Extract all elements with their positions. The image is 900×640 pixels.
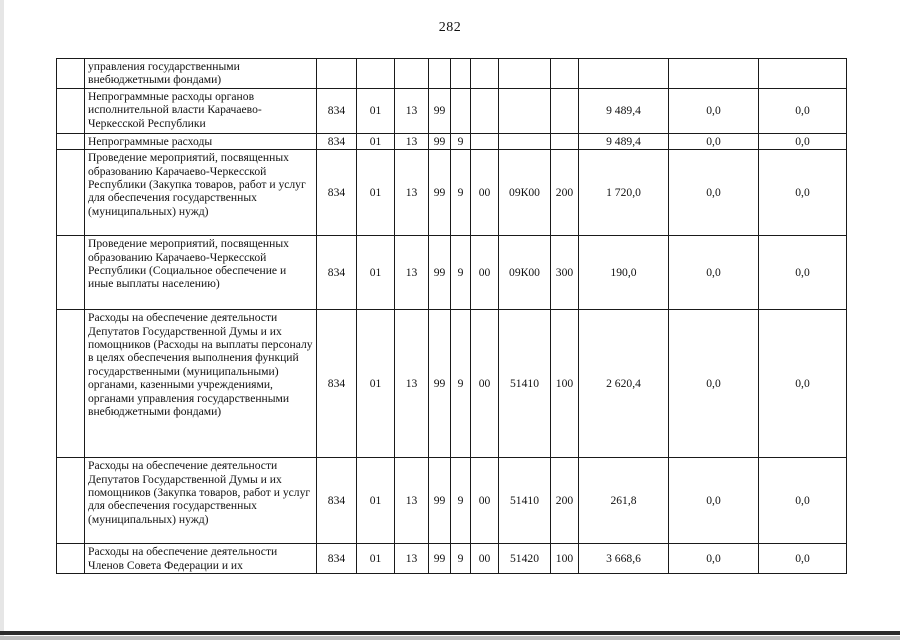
cell-pr: 13 xyxy=(395,236,429,310)
cell-pr: 13 xyxy=(395,458,429,544)
cell-sum2 xyxy=(669,59,759,89)
cell-sum2: 0,0 xyxy=(669,458,759,544)
row-number-cell xyxy=(57,150,85,236)
cell-cs4 xyxy=(499,88,551,133)
table-row xyxy=(57,59,847,89)
cell-vr: 200 xyxy=(551,458,579,544)
cell-cs2: 9 xyxy=(451,150,471,236)
cell-cs2: 9 xyxy=(451,133,471,149)
cell-cs4: 09К00 xyxy=(499,236,551,310)
cell-sum3: 0,0 xyxy=(759,88,847,133)
table-row xyxy=(57,544,847,574)
cell-code: 834 xyxy=(317,544,357,574)
row-number-cell xyxy=(57,236,85,310)
cell-pr: 13 xyxy=(395,133,429,149)
cell-pr: 13 xyxy=(395,150,429,236)
cell-cs3: 00 xyxy=(471,458,499,544)
cell-sum3: 0,0 xyxy=(759,150,847,236)
expense-name-cell: Проведение мероприятий, посвященных образованию Карачаево-Черкесской Республики (Закупка товаров, работ и услуг для обеспечения государственных (муниципальных) нужд) xyxy=(85,150,317,236)
expense-name-cell: управления государственными внебюджетными фондами) xyxy=(85,59,317,89)
cell-code: 834 xyxy=(317,133,357,149)
cell-cs1: 99 xyxy=(429,133,451,149)
table-row xyxy=(57,236,847,310)
cell-cs4: 51420 xyxy=(499,544,551,574)
cell-sum3 xyxy=(759,59,847,89)
expense-name-cell: Расходы на обеспечение деятельности Депутатов Государственной Думы и их помощников (Расходы на выплаты персоналу в целях обеспечения выполнения функций государственными (муниципальными) органами, казенными учреждениями, органами управления государственными внебюджетными фондами) xyxy=(85,310,317,458)
cell-sum3: 0,0 xyxy=(759,236,847,310)
budget-table xyxy=(56,58,847,574)
cell-cs2: 9 xyxy=(451,236,471,310)
cell-cs1: 99 xyxy=(429,236,451,310)
cell-vr: 200 xyxy=(551,150,579,236)
expense-name-cell: Непрограммные расходы органов исполнительной власти Карачаево-Черкесской Республики xyxy=(85,88,317,133)
cell-code: 834 xyxy=(317,310,357,458)
row-number-cell xyxy=(57,310,85,458)
row-number-cell xyxy=(57,458,85,544)
cell-vr xyxy=(551,59,579,89)
cell-cs4: 51410 xyxy=(499,458,551,544)
row-number-cell xyxy=(57,59,85,89)
cell-sum2: 0,0 xyxy=(669,544,759,574)
cell-cs1: 99 xyxy=(429,544,451,574)
cell-rz: 01 xyxy=(357,544,395,574)
cell-cs2: 9 xyxy=(451,310,471,458)
cell-sum1 xyxy=(579,59,669,89)
cell-cs3: 00 xyxy=(471,150,499,236)
cell-cs1: 99 xyxy=(429,310,451,458)
table-row xyxy=(57,150,847,236)
cell-pr: 13 xyxy=(395,88,429,133)
cell-rz: 01 xyxy=(357,133,395,149)
cell-cs2 xyxy=(451,88,471,133)
row-number-cell xyxy=(57,133,85,149)
cell-code xyxy=(317,59,357,89)
cell-vr xyxy=(551,88,579,133)
cell-vr: 300 xyxy=(551,236,579,310)
cell-rz: 01 xyxy=(357,88,395,133)
cell-pr: 13 xyxy=(395,310,429,458)
cell-cs3 xyxy=(471,88,499,133)
cell-sum2: 0,0 xyxy=(669,88,759,133)
table-row xyxy=(57,310,847,458)
cell-code: 834 xyxy=(317,458,357,544)
cell-sum3: 0,0 xyxy=(759,310,847,458)
cell-rz: 01 xyxy=(357,310,395,458)
cell-rz xyxy=(357,59,395,89)
cell-cs4 xyxy=(499,133,551,149)
cell-sum1: 1 720,0 xyxy=(579,150,669,236)
row-number-cell xyxy=(57,544,85,574)
cell-code: 834 xyxy=(317,150,357,236)
cell-vr: 100 xyxy=(551,544,579,574)
cell-vr: 100 xyxy=(551,310,579,458)
cell-rz: 01 xyxy=(357,236,395,310)
cell-cs4: 09К00 xyxy=(499,150,551,236)
table-row xyxy=(57,88,847,133)
cell-cs1: 99 xyxy=(429,150,451,236)
cell-cs3 xyxy=(471,59,499,89)
cell-cs3: 00 xyxy=(471,310,499,458)
expense-name-cell: Расходы на обеспечение деятельности Членов Совета Федерации и их xyxy=(85,544,317,574)
expense-name-cell: Проведение мероприятий, посвященных образованию Карачаево-Черкесской Республики (Социальное обеспечение и иные выплаты населению) xyxy=(85,236,317,310)
page-number: 282 xyxy=(438,20,462,35)
scan-edge-shade xyxy=(0,0,4,640)
cell-cs1: 99 xyxy=(429,88,451,133)
cell-sum1: 9 489,4 xyxy=(579,88,669,133)
cell-cs2: 9 xyxy=(451,544,471,574)
cell-cs3: 00 xyxy=(471,544,499,574)
cell-cs1 xyxy=(429,59,451,89)
cell-sum1: 2 620,4 xyxy=(579,310,669,458)
cell-cs3 xyxy=(471,133,499,149)
row-number-cell xyxy=(57,88,85,133)
scan-bottom-edge xyxy=(0,631,900,635)
cell-sum3: 0,0 xyxy=(759,458,847,544)
cell-rz: 01 xyxy=(357,458,395,544)
cell-sum1: 261,8 xyxy=(579,458,669,544)
cell-vr xyxy=(551,133,579,149)
expense-name-cell: Расходы на обеспечение деятельности Депутатов Государственной Думы и их помощников (Закупка товаров, работ и услуг для обеспечения государственных (муниципальных) нужд) xyxy=(85,458,317,544)
cell-sum2: 0,0 xyxy=(669,150,759,236)
cell-rz: 01 xyxy=(357,150,395,236)
cell-pr xyxy=(395,59,429,89)
table-body xyxy=(57,59,847,574)
cell-sum1: 9 489,4 xyxy=(579,133,669,149)
cell-pr: 13 xyxy=(395,544,429,574)
table-row xyxy=(57,458,847,544)
cell-sum3: 0,0 xyxy=(759,133,847,149)
scan-bottom-shadow xyxy=(0,636,900,640)
cell-cs1: 99 xyxy=(429,458,451,544)
cell-cs4: 51410 xyxy=(499,310,551,458)
cell-sum2: 0,0 xyxy=(669,133,759,149)
expense-name-cell: Непрограммные расходы xyxy=(85,133,317,149)
cell-cs3: 00 xyxy=(471,236,499,310)
cell-code: 834 xyxy=(317,236,357,310)
table-row xyxy=(57,133,847,149)
cell-sum2: 0,0 xyxy=(669,310,759,458)
cell-sum3: 0,0 xyxy=(759,544,847,574)
cell-sum1: 190,0 xyxy=(579,236,669,310)
cell-cs4 xyxy=(499,59,551,89)
cell-sum2: 0,0 xyxy=(669,236,759,310)
cell-sum1: 3 668,6 xyxy=(579,544,669,574)
cell-code: 834 xyxy=(317,88,357,133)
cell-cs2: 9 xyxy=(451,458,471,544)
cell-cs2 xyxy=(451,59,471,89)
